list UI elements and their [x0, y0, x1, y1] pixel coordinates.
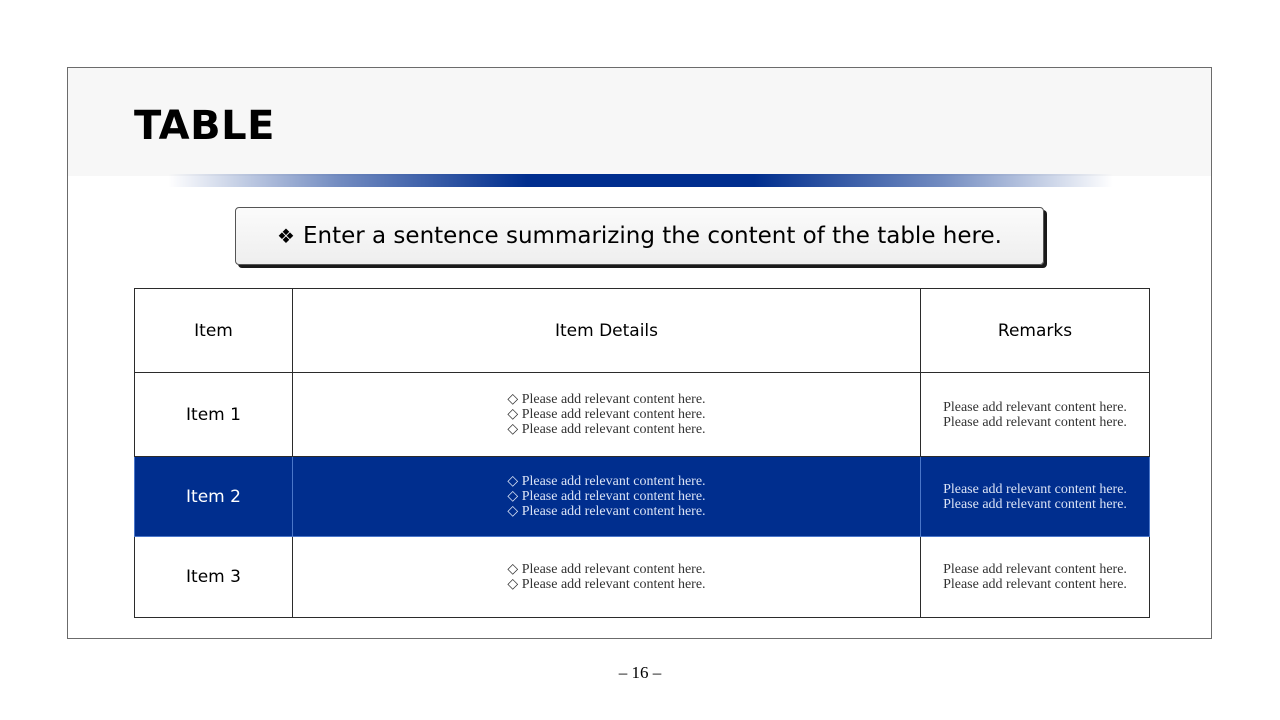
remark-line: Please add relevant content here.: [943, 577, 1127, 592]
detail-line: ◇ Please add relevant content here.: [507, 562, 706, 577]
header-remarks: Remarks: [921, 289, 1150, 373]
item-name-cell: Item 3: [135, 537, 293, 618]
detail-line: ◇ Please add relevant content here.: [507, 577, 706, 592]
item-details-cell: [293, 373, 921, 457]
detail-line: ◇ Please add relevant content here.: [507, 489, 706, 504]
remark-line: Please add relevant content here.: [943, 562, 1127, 577]
remark-line: Please add relevant content here.: [943, 481, 1127, 497]
item-name-cell: Item 1: [135, 373, 293, 457]
data-table: [134, 288, 1150, 618]
table-header-row: [135, 289, 1150, 373]
item-details-cell: [293, 537, 921, 618]
table-row-highlighted: [135, 457, 1150, 537]
header-item: Item: [135, 289, 293, 373]
detail-line: ◇ Please add relevant content here.: [507, 422, 706, 437]
item-details-cell: [293, 457, 921, 537]
detail-line: ◇ Please add relevant content here.: [507, 392, 706, 407]
detail-line: ◇ Please add relevant content here.: [507, 407, 706, 422]
table-row: [135, 537, 1150, 618]
diamond-bullet-icon: ❖: [277, 224, 295, 248]
remark-line: Please add relevant content here.: [943, 399, 1127, 415]
slide-title: TABLE: [134, 103, 275, 149]
title-underline: [168, 174, 1113, 187]
summary-box: [235, 207, 1044, 265]
table-row: [135, 373, 1150, 457]
header-item-details: Item Details: [293, 289, 921, 373]
item-name-cell: Item 2: [135, 457, 293, 537]
detail-line: ◇ Please add relevant content here.: [507, 504, 706, 519]
remark-line: Please add relevant content here.: [943, 414, 1127, 430]
slide-frame: [67, 67, 1212, 639]
remarks-cell: [921, 537, 1150, 618]
remark-line: Please add relevant content here.: [943, 496, 1127, 512]
remarks-cell: [921, 373, 1150, 457]
summary-text: Enter a sentence summarizing the content of the table here.: [302, 223, 1002, 249]
page-number: – 16 –: [618, 663, 662, 682]
detail-line: ◇ Please add relevant content here.: [507, 474, 706, 489]
remarks-cell: [921, 457, 1150, 537]
